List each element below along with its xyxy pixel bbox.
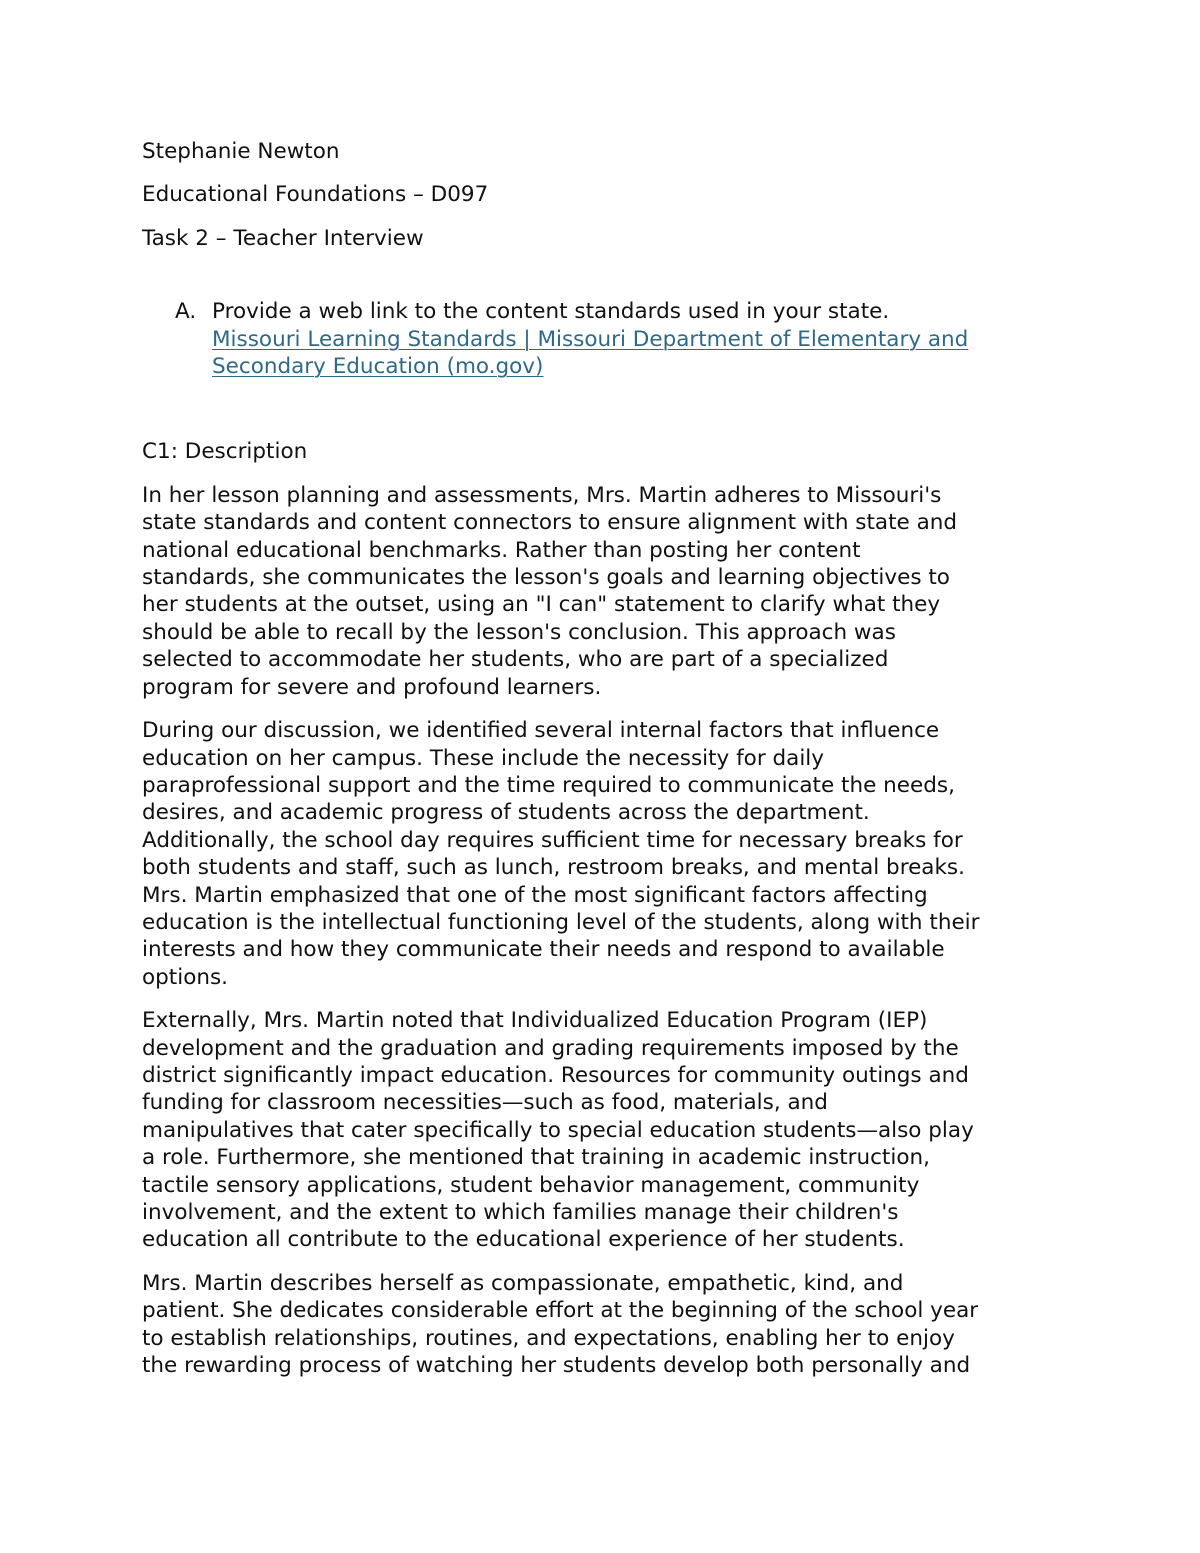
- paragraph-line: development and the graduation and grading requirements imposed by the: [142, 1035, 959, 1061]
- paragraph-line: should be able to recall by the lesson's conclusion. This approach was: [142, 619, 896, 645]
- task-title: Task 2 – Teacher Interview: [142, 225, 424, 251]
- paragraph-line: During our discussion, we identified several internal factors that influence: [142, 718, 940, 744]
- paragraph-line: desires, and academic progress of students across the department.: [142, 800, 870, 826]
- paragraph-line: involvement, and the extent to which families manage their children's: [142, 1200, 899, 1225]
- paragraph-line: Mrs. Martin emphasized that one of the most significant factors affecting: [142, 882, 928, 908]
- paragraph-line: education is the intellectual functioning level of the students, along with their: [142, 909, 980, 935]
- document-page: [142, 138, 1072, 1395]
- paragraph-line: both students and staff, such as lunch, restroom breaks, and mental breaks.: [142, 855, 965, 881]
- paragraph-line: patient. She dedicates considerable effort at the beginning of the school year: [142, 1298, 979, 1324]
- paragraph-line: state standards and content connectors to ensure alignment with state and: [142, 510, 958, 536]
- paragraph-3: [142, 1007, 1072, 1254]
- paragraph-line: interests and how they communicate their needs and respond to available: [142, 937, 945, 963]
- paragraph-line: district significantly impact education. Resources for community outings and: [142, 1062, 969, 1088]
- paragraph-1: [142, 482, 1072, 701]
- standards-link[interactable]: [212, 326, 1072, 353]
- paragraph-line: tactile sensory applications, student behavior management, community: [142, 1172, 920, 1198]
- list-item-a: [142, 298, 1072, 380]
- list-prompt: Provide a web link to the content standards used in your state.: [212, 299, 890, 325]
- paragraph-line: standards, she communicates the lesson's goals and learning objectives to: [142, 565, 950, 591]
- paragraph-line: paraprofessional support and the time required to communicate the needs,: [142, 772, 955, 798]
- paragraph-line: the rewarding process of watching her students develop both personally and: [142, 1353, 971, 1379]
- paragraph-line: program for severe and profound learners.: [142, 674, 602, 700]
- author-name: Stephanie Newton: [142, 139, 340, 164]
- paragraph-line: to establish relationships, routines, and expectations, enabling her to enjoy: [142, 1325, 955, 1351]
- paragraph-line: funding for classroom necessities—such as food, materials, and: [142, 1090, 828, 1116]
- paragraph-line: Additionally, the school day requires sufficient time for necessary breaks for: [142, 827, 963, 853]
- paragraph-line: education on her campus. These include the necessity for daily: [142, 745, 824, 771]
- paragraph-line: Mrs. Martin describes herself as compassionate, empathetic, kind, and: [142, 1270, 904, 1296]
- paragraph-line: education all contribute to the educational experience of her students.: [142, 1227, 905, 1253]
- paragraph-line: manipulatives that cater specifically to special education students—also play: [142, 1117, 974, 1143]
- paragraph-line: a role. Furthermore, she mentioned that training in academic instruction,: [142, 1145, 930, 1171]
- paragraph-4: [142, 1270, 1072, 1380]
- paragraph-line: selected to accommodate her students, who are part of a specialized: [142, 647, 889, 673]
- course-title: Educational Foundations – D097: [142, 182, 489, 208]
- paragraph-line: options.: [142, 964, 229, 990]
- standards-link-line-1[interactable]: Missouri Learning Standards | Missouri Department of Elementary and: [212, 326, 969, 352]
- standards-link-line-2[interactable]: Secondary Education (mo.gov): [212, 354, 544, 380]
- standards-link-cont[interactable]: [212, 353, 1072, 380]
- list-marker: A.: [175, 299, 197, 325]
- section-heading: C1: Description: [142, 439, 308, 465]
- paragraph-line: her students at the outset, using an "I can" statement to clarify what they: [142, 592, 941, 618]
- paragraph-line: In her lesson planning and assessments, Mrs. Martin adheres to Missouri's: [142, 482, 942, 508]
- paragraph-line: Externally, Mrs. Martin noted that Individualized Education Program (IEP): [142, 1008, 928, 1034]
- paragraph-line: national educational benchmarks. Rather than posting her content: [142, 537, 861, 563]
- paragraph-2: [142, 717, 1072, 991]
